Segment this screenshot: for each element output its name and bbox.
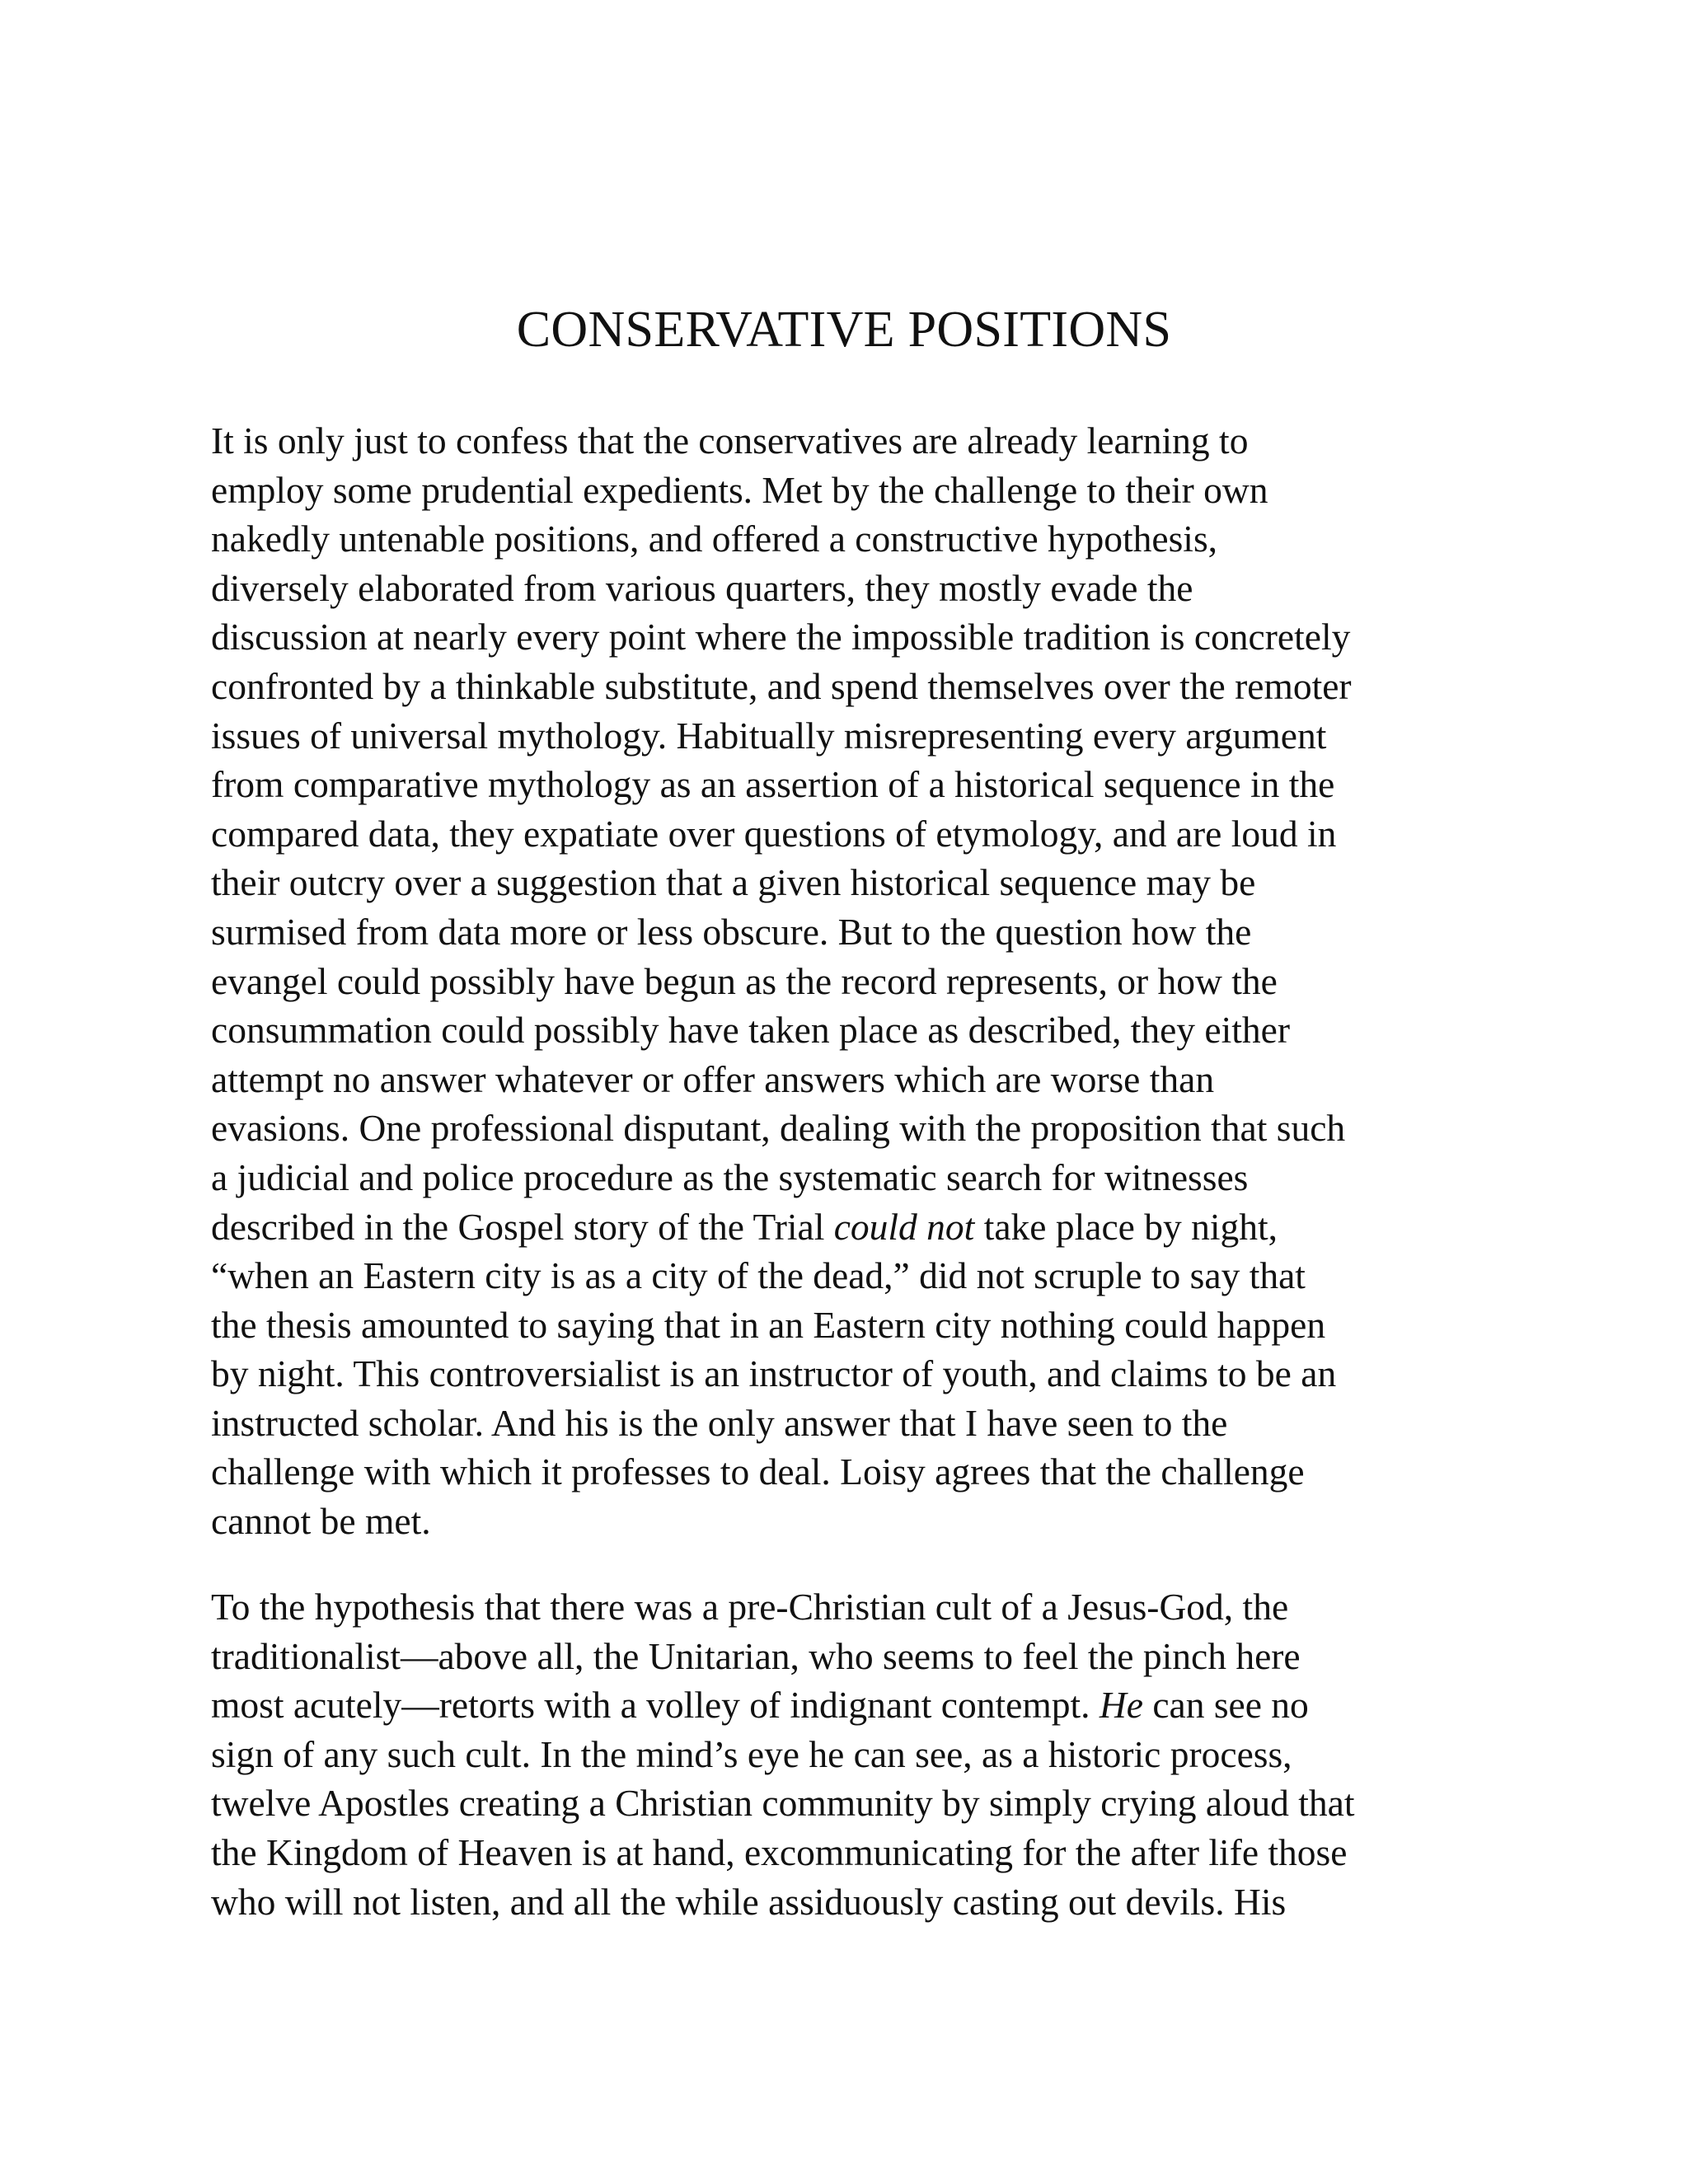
text-line-with-emphasis — [211, 1202, 1497, 1252]
text-line: a judicial and police procedure as the systematic search for witnesses — [211, 1155, 1249, 1198]
text-line: sign of any such cult. In the mind’s eye he can see, as a historic process, — [211, 1732, 1292, 1775]
text-line: discussion at nearly every point where the impossible tradition is concretely — [211, 616, 1351, 658]
text-line: the Kingdom of Heaven is at hand, excommunicating for the after life those — [211, 1830, 1348, 1873]
text-line: their outcry over a suggestion that a given historical sequence may be — [211, 861, 1256, 904]
text-line: issues of universal mythology. Habitually misrepresenting every argument — [211, 714, 1327, 757]
emphasized-text: He — [1099, 1684, 1143, 1727]
text-line: To the hypothesis that there was a pre-Christian cult of a Jesus-God, the — [211, 1586, 1289, 1628]
text-line: confronted by a thinkable substitute, and spend themselves over the remoter — [211, 664, 1352, 707]
text-line: employ some prudential expedients. Met by the challenge to their own — [211, 468, 1268, 511]
text-line: traditionalist—above all, the Unitarian, who seems to feel the pinch here — [211, 1634, 1301, 1677]
emphasized-text: could not — [833, 1205, 975, 1248]
text-line: who will not listen, and all the while assiduously casting out devils. His — [211, 1880, 1287, 1923]
paragraph-2 — [211, 1582, 1497, 1926]
text-line: “when an Eastern city is as a city of the dead,” did not scruple to say that — [211, 1254, 1306, 1297]
text-line: challenge with which it professes to deal. Loisy agrees that the challenge — [211, 1451, 1305, 1493]
text-line: the thesis amounted to saying that in an Eastern city nothing could happen — [211, 1303, 1326, 1346]
text-line: nakedly untenable positions, and offered a constructive hypothesis, — [211, 518, 1218, 560]
text-line: instructed scholar. And his is the only answer that I have seen to the — [211, 1401, 1228, 1444]
text-segment: described in the Gospel story of the Trial — [211, 1205, 834, 1248]
text-line: evasions. One professional disputant, dealing with the proposition that such — [211, 1107, 1346, 1150]
text-segment: can see no — [1142, 1684, 1309, 1727]
text-line: cannot be met. — [211, 1500, 431, 1543]
text-line: consummation could possibly have taken place as described, they either — [211, 1009, 1290, 1052]
paragraph-1 — [211, 416, 1497, 1546]
text-line: diversely elaborated from various quarters, they mostly evade the — [211, 566, 1193, 609]
text-line: by night. This controversialist is an instructor of youth, and claims to be an — [211, 1352, 1337, 1395]
text-line: attempt no answer whatever or offer answers which are worse than — [211, 1057, 1215, 1100]
text-line: compared data, they expatiate over questions of etymology, and are loud in — [211, 812, 1337, 855]
text-line: from comparative mythology as an assertion of a historical sequence in the — [211, 763, 1335, 806]
text-line: twelve Apostles creating a Christian community by simply crying aloud that — [211, 1782, 1355, 1825]
page-title: CONSERVATIVE POSITIONS — [516, 302, 1172, 358]
text-line: It is only just to confess that the conservatives are already learning to — [211, 419, 1249, 462]
text-line: evangel could possibly have begun as the record represents, or how the — [211, 959, 1278, 1002]
text-segment: take place by night, — [974, 1205, 1278, 1248]
text-line: surmised from data more or less obscure. But to the question how the — [211, 910, 1252, 953]
text-segment: most acutely—retorts with a volley of indignant contempt. — [211, 1684, 1100, 1727]
text-line-with-emphasis — [211, 1680, 1497, 1730]
